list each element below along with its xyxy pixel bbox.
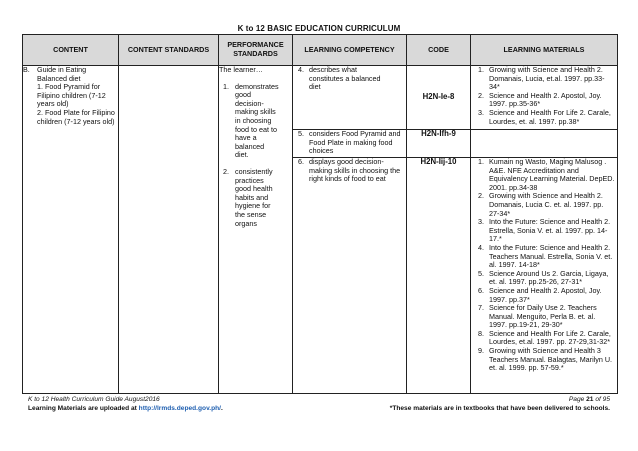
footer-note: *These materials are in textbooks that have been delivered to schools.	[389, 405, 610, 412]
header-content: CONTENT	[23, 35, 119, 66]
performance-num: 2.	[223, 166, 229, 176]
material-num: 5.	[478, 268, 484, 278]
document-title: K to 12 BASIC EDUCATION CURRICULUM	[237, 24, 401, 33]
table-row	[23, 66, 618, 130]
material-num: 1.	[478, 65, 484, 74]
performance-text: demonstrates good decision-making skills in choosing food to eat to have a balanced diet.	[235, 81, 279, 160]
material-item	[471, 66, 617, 92]
material-num: 3.	[478, 217, 484, 227]
footer-guide-title: K to 12 Health Curriculum Guide August2016	[28, 396, 160, 403]
competency-text: considers Food Pyramid and Food Plate in making food choices	[309, 129, 401, 156]
material-text: Science for Daily Use 2. Teachers Manual. Menguito, Perla B. et. al. 1997. pp.19-21, 29-30*	[489, 303, 597, 330]
material-text: Growing with Science and Health 2. Domanais, Lucia, et.al. 1997. pp.33-34*	[489, 65, 605, 92]
curriculum-table	[22, 34, 618, 394]
performance-num: 1.	[223, 81, 229, 91]
page-number: 21	[586, 396, 594, 403]
materials-cell	[471, 158, 618, 394]
footer-upload-line	[28, 405, 610, 412]
material-item	[471, 92, 617, 109]
content-heading	[23, 66, 118, 83]
competency-item	[293, 66, 406, 92]
material-text: Science Around Us 2. Garcia, Ligaya, et. al. 1997. pp.25-26, 27-31*	[489, 268, 609, 287]
material-num: 3.	[478, 107, 484, 117]
footer-upload	[28, 405, 223, 412]
performance-item	[219, 83, 292, 160]
content-standards-cell	[119, 66, 219, 394]
upload-link[interactable]: http://lrmds.deped.gov.ph/	[138, 405, 221, 412]
material-text: Science and Health For Life 2. Carale, Lourdes, et.al. 1997. pp. 27-29,31-32*	[489, 328, 611, 347]
material-num: 8.	[478, 328, 484, 338]
code-cell: H2N-Ifh-9	[407, 130, 471, 158]
competency-num: 6.	[298, 157, 304, 166]
content-subitem: 2. Food Plate for Filipino children (7-12 years old)	[37, 107, 115, 126]
code-cell: H2N-Ie-8	[407, 66, 471, 130]
content-cell	[23, 66, 119, 394]
competency-text: displays good decision-making skills in choosing the right kinds of food to eat	[309, 157, 401, 184]
material-num: 2.	[478, 90, 484, 100]
material-text: Kumain ng Wasto, Maging Malusog . A&E. NFE Accreditation and Equivalency Learning Material. DepED. 2001. pp.34-38	[489, 157, 615, 192]
material-text: Growing with Science and Health 2. Domanais, Lucia C. et. al. 1997. pp. 27-34*	[489, 191, 604, 218]
competency-cell	[293, 130, 407, 158]
material-item	[471, 287, 617, 304]
competency-cell	[293, 158, 407, 394]
page-prefix: Page	[568, 396, 585, 403]
material-num: 9.	[478, 346, 484, 356]
materials-cell	[471, 66, 618, 130]
material-item	[471, 304, 617, 330]
header-code: CODE	[407, 35, 471, 66]
competency-cell	[293, 66, 407, 130]
material-item	[471, 270, 617, 287]
upload-period: .	[220, 405, 223, 412]
header-learning-competency: LEARNING COMPETENCY	[293, 35, 407, 66]
performance-text: consistently practices good health habits and hygiene for the sense organs	[235, 166, 273, 228]
performance-item	[219, 168, 292, 228]
material-text: Science and Health 2. Apostol, Joy. 1997. pp.35-36*	[489, 90, 602, 109]
page-suffix: of 95	[595, 396, 610, 403]
material-item	[471, 109, 617, 126]
header-row	[23, 35, 618, 66]
competency-text: describes what constitutes a balanced diet	[309, 65, 381, 92]
material-item	[471, 330, 617, 347]
material-item	[471, 192, 617, 218]
material-num: 1.	[478, 157, 484, 166]
competency-num: 5.	[298, 129, 304, 138]
code-cell: H2N-Iij-10	[407, 158, 471, 394]
material-text: Into the Future: Science and Health 2. Estrella, Sonia V. et. al. 1997. pp. 14-17.*	[489, 217, 611, 244]
material-num: 7.	[478, 303, 484, 313]
material-text: Science and Health For Life 2. Carale, Lourdes, et. al. 1997. pp.38*	[489, 107, 611, 126]
material-text: Into the Future: Science and Health 2. Teachers Manual. Estrella, Sonia V. et. al. 1997. 14-18*	[489, 242, 613, 270]
content-title: Guide in Eating Balanced diet	[37, 65, 87, 83]
material-num: 2.	[478, 191, 484, 201]
content-marker: B.	[23, 65, 30, 74]
material-item	[471, 218, 617, 244]
footer-guide-line	[28, 396, 610, 403]
material-text: Growing with Science and Health 3 Teachers Manual. Balagtas, Marilyn U. et. al. 1999. pp. 57-59.*	[489, 346, 613, 373]
competency-num: 4.	[298, 65, 304, 74]
upload-text: Learning Materials are uploaded at	[28, 405, 137, 412]
material-num: 6.	[478, 285, 484, 295]
performance-intro: The learner…	[219, 65, 263, 74]
material-item	[471, 244, 617, 270]
material-num: 4.	[478, 242, 484, 252]
material-text: Science and Health 2. Apostol, Joy. 1997. pp.37*	[489, 285, 602, 304]
competency-item	[293, 158, 406, 184]
header-performance-standards: PERFORMANCE STANDARDS	[219, 35, 293, 66]
competency-item	[293, 130, 406, 156]
content-subitem: 1. Food Pyramid for Filipino children (7-12 years old)	[37, 82, 106, 109]
material-item	[471, 347, 617, 373]
materials-cell	[471, 130, 618, 158]
header-content-standards: CONTENT STANDARDS	[119, 35, 219, 66]
material-item	[471, 158, 617, 192]
performance-standards-cell	[219, 66, 293, 394]
header-learning-materials: LEARNING MATERIALS	[471, 35, 618, 66]
page-indicator	[569, 396, 610, 403]
